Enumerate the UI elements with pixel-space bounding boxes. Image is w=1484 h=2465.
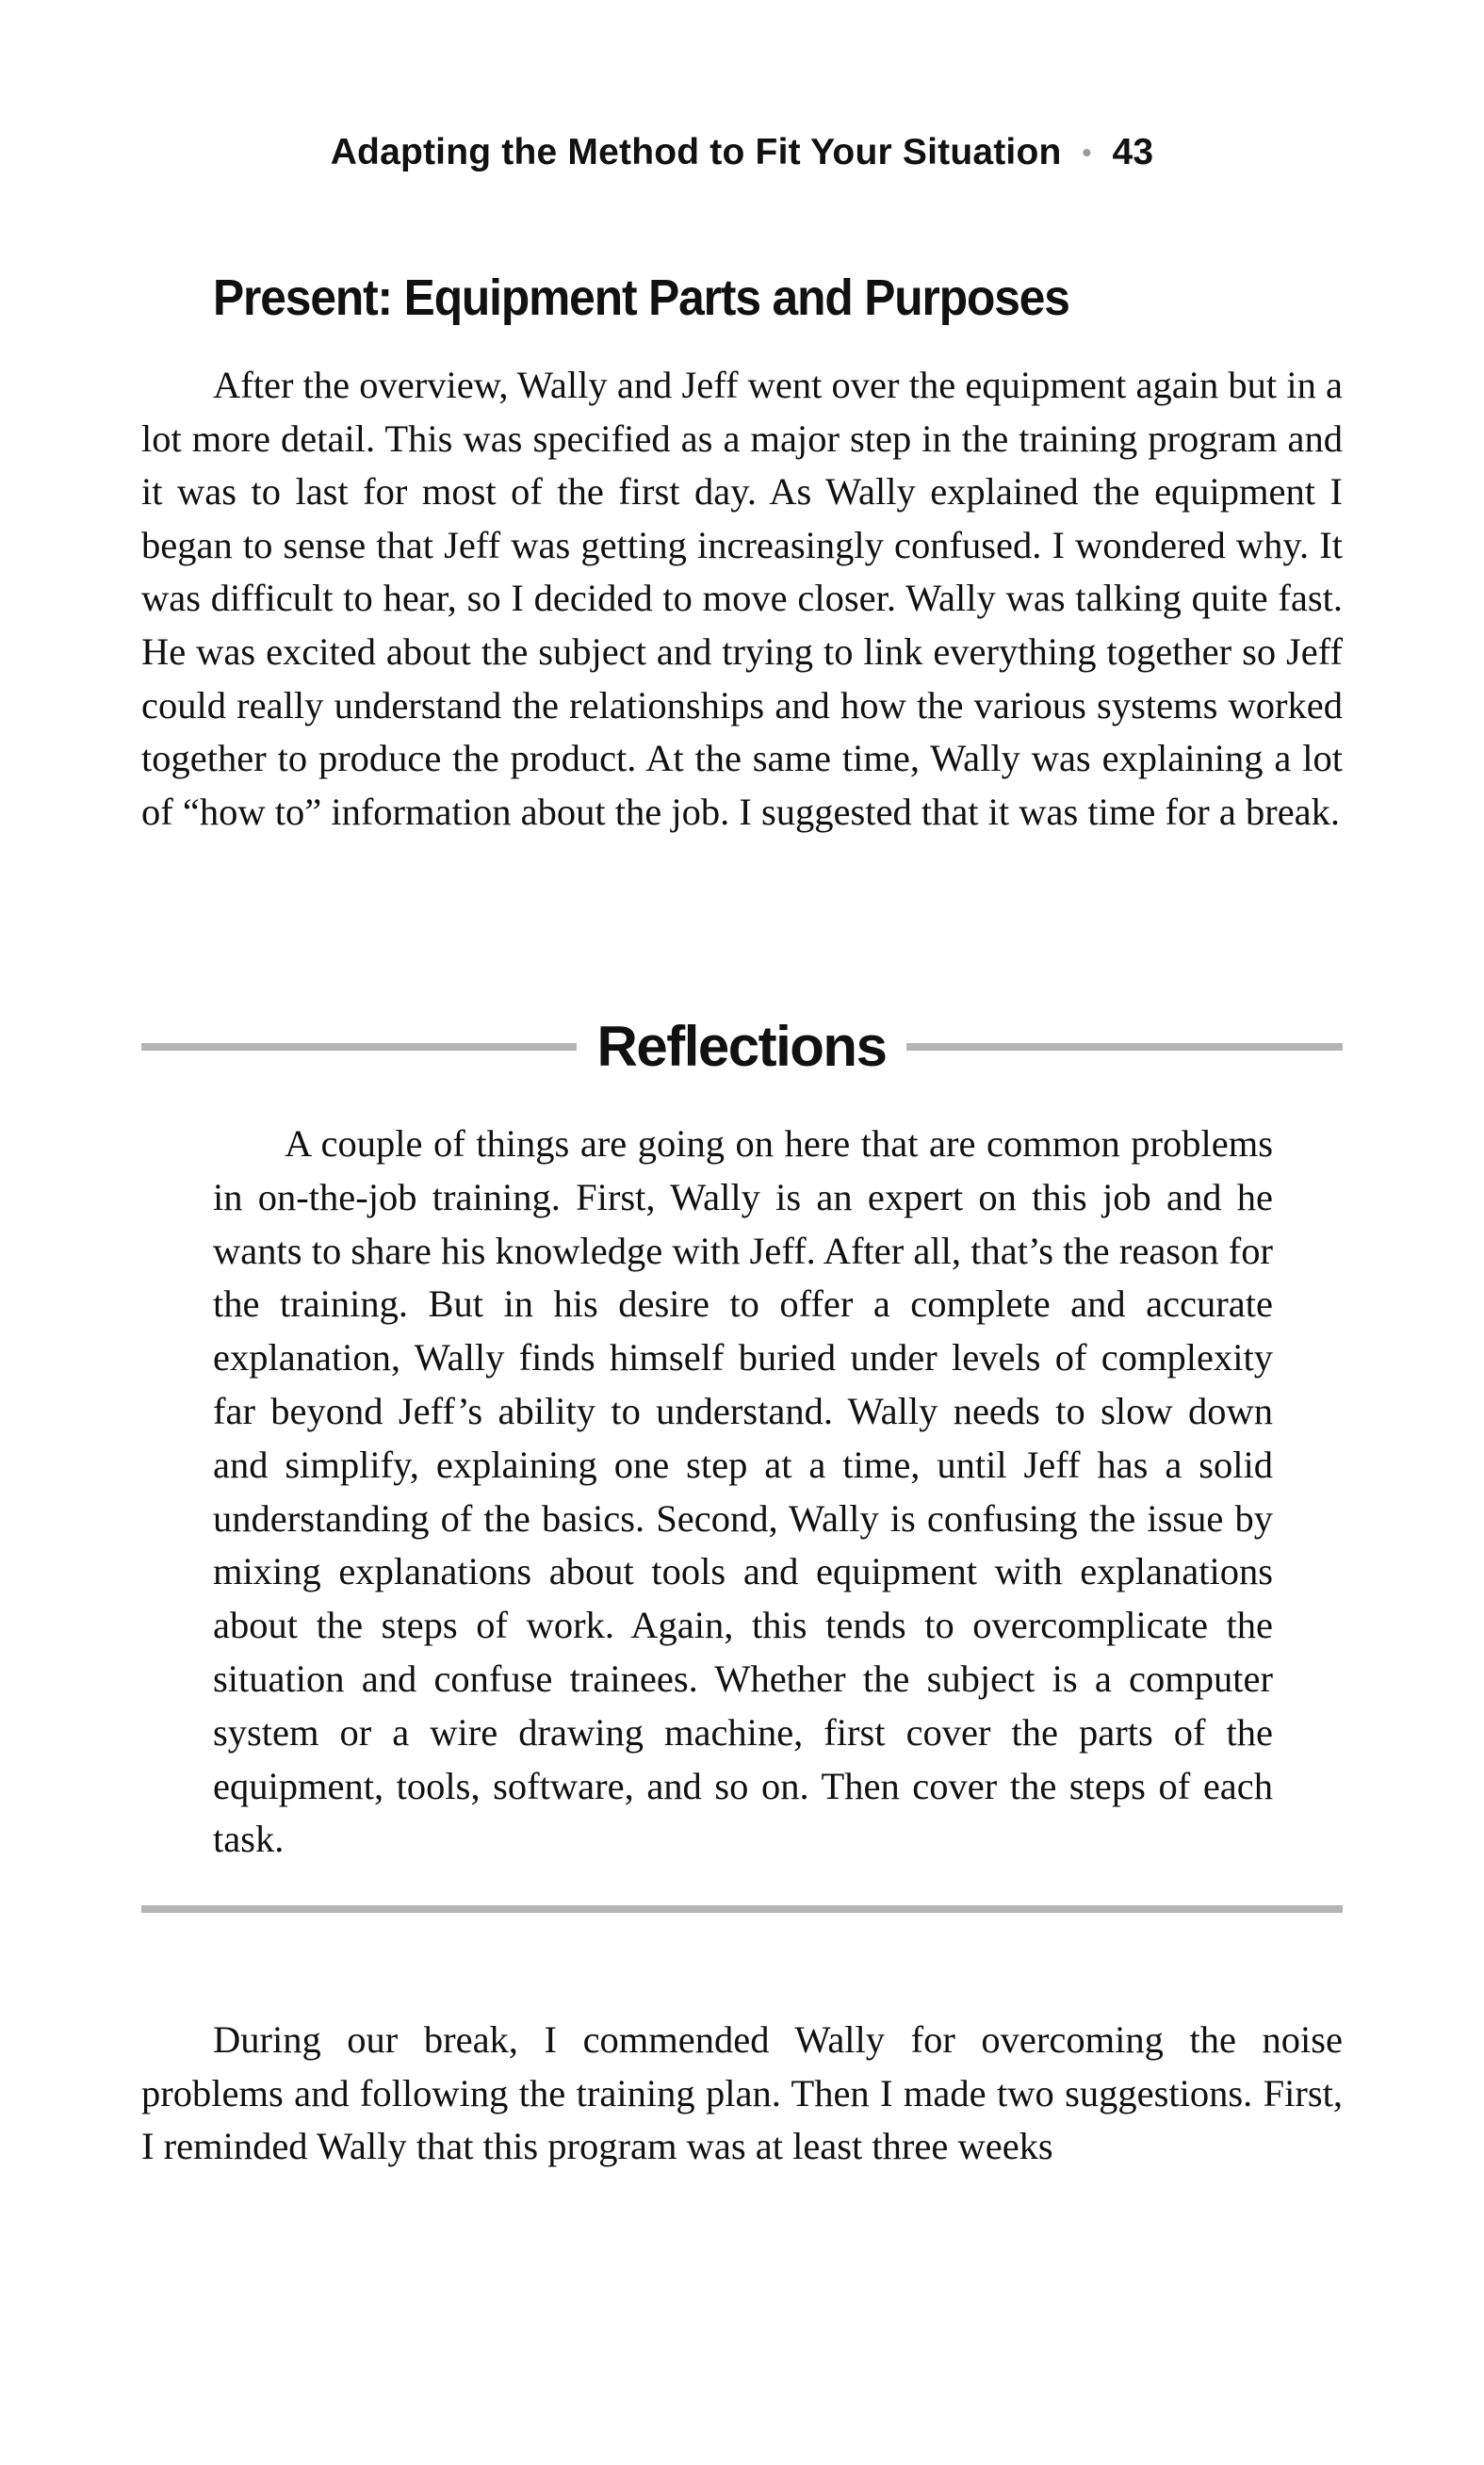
- running-head: [0, 132, 1484, 173]
- running-head-separator: •: [1082, 138, 1092, 167]
- reflections-rule-left: [141, 1043, 577, 1051]
- reflections-rule-bottom: [141, 1905, 1343, 1913]
- page-number: 43: [1112, 132, 1154, 172]
- body-paragraph-break: During our break, I commended Wally for overcoming the noise problems and following the training plan. Then I made two suggestions. First, I reminded Wally that this program was at least three weeks: [141, 2018, 1343, 2168]
- body-paragraph-overview: After the overview, Wally and Jeff went over the equipment again but in a lot more detail. This was specified as a major step in the training program and it was to last for most of the first day. As Wally explained the equipment I began to sense that Jeff was getting increasingly confused. I wondered why. It was difficult to hear, so I decided to move closer. Wally was talking quite fast. He was excited about the subject and trying to link everything together so Jeff could really understand the relationships and how the various systems worked together to produce the product. At the same time, Wally was explaining a lot of “how to” information about the job. I suggested that it was time for a break.: [141, 364, 1343, 833]
- reflections-rule-right: [906, 1043, 1343, 1051]
- reflections-paragraph: A couple of things are going on here that are common problems in on-the-job training. First, Wally is an expert on this job and he wants to share his knowledge with Jeff. After all, that’s the reason for the training. But in his desire to offer a complete and accurate explanation, Wally finds himself buried under levels of complexity far beyond Jeff’s ability to understand. Wally needs to slow down and simplify, explaining one step at a time, until Jeff has a solid understanding of the basics. Second, Wally is confusing the issue by mixing explanations about tools and equipment with explanations about the steps of work. Again, this tends to overcomplicate the situation and confuse trainees. Whether the subject is a computer system or a wire drawing machine, first cover the parts of the equipment, tools, software, and so on. Then cover the steps of each task.: [213, 1122, 1273, 1861]
- reflections-title: Reflections: [596, 1015, 887, 1078]
- running-head-title: Adapting the Method to Fit Your Situation: [330, 132, 1062, 172]
- section-heading: Present: Equipment Parts and Purposes: [213, 269, 1069, 326]
